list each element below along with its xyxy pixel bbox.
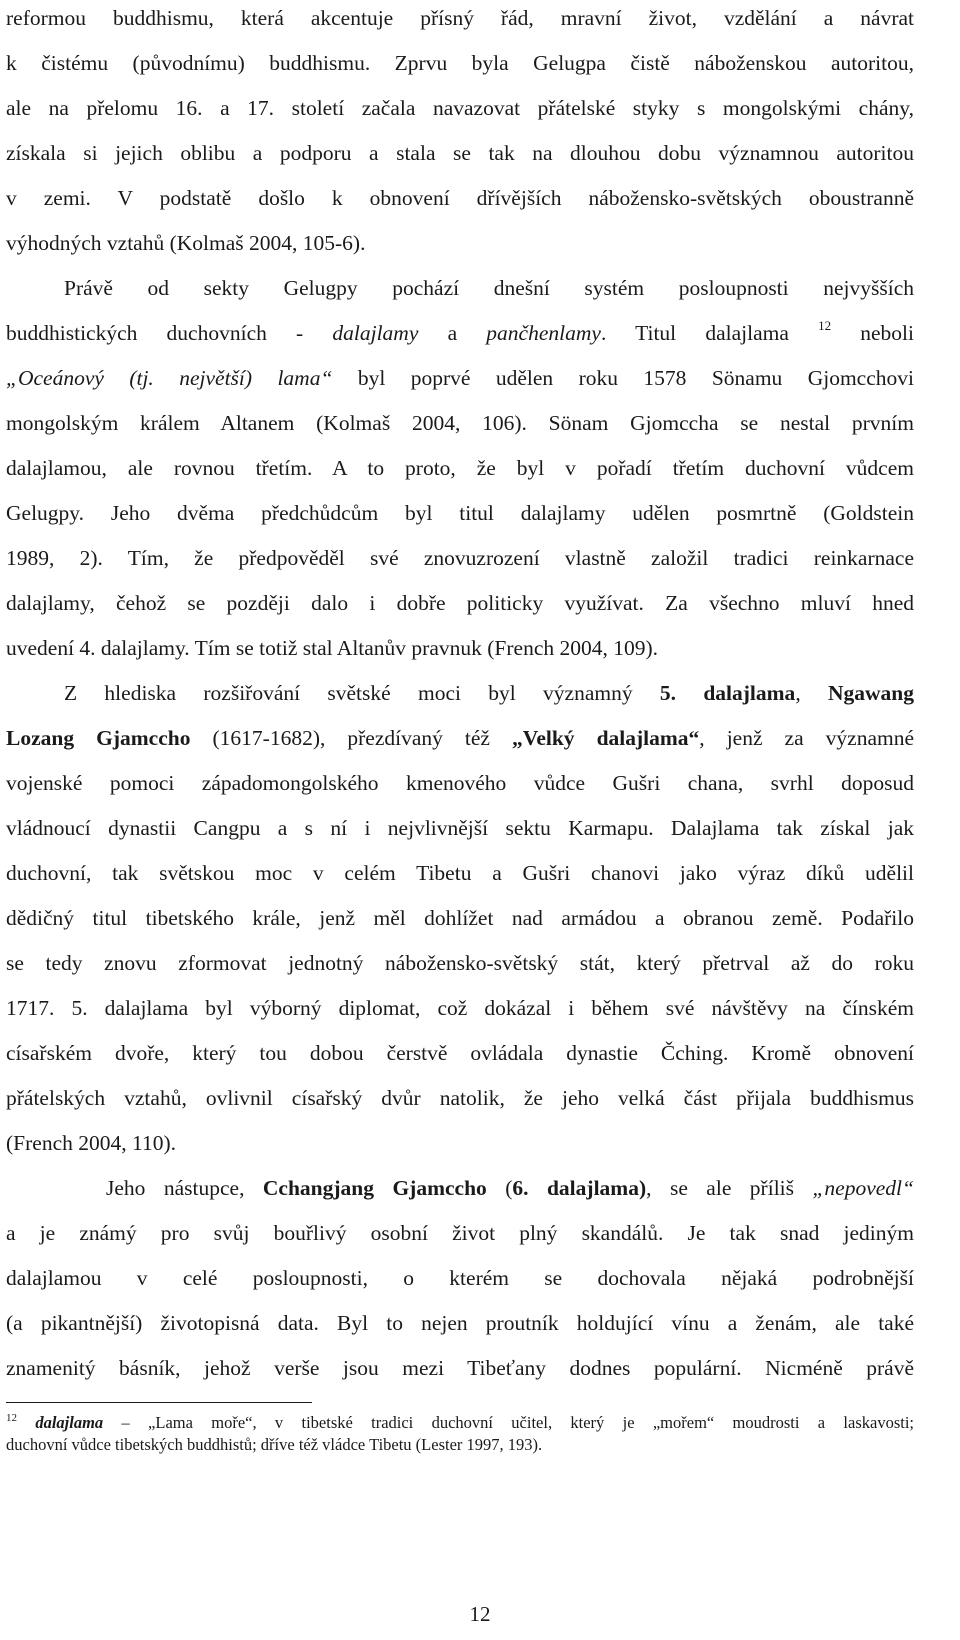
footnote-line: duchovní vůdce tibetských buddhistů; dříve též vládce Tibetu (Lester 1997, 193).: [6, 1435, 543, 1454]
text-line: ale na přelomu 16. a 17. století začala navazovat přátelské styky s mongolskými chány,: [6, 96, 914, 120]
text-line: (a pikantnější) životopisná data. Byl to nejen proutník holdující vínu a ženám, ale také: [6, 1311, 914, 1335]
page-body: [6, 0, 914, 1391]
text-line: duchovní, tak světskou moc v celém Tibetu a Gušri chanovi jako výraz díků udělil: [6, 861, 914, 885]
paragraph-2: [6, 266, 914, 671]
oceanic-lama-phrase: „Oceánový (tj. největší) lama“: [6, 366, 333, 390]
text-line: [6, 311, 914, 356]
text-line: mongolským králem Altanem (Kolmaš 2004, 106). Sönam Gjomccha se nestal prvním: [6, 411, 914, 435]
text-line: uvedení 4. dalajlamy. Tím se totiž stal Altanův pravnuk (French 2004, 109).: [6, 636, 659, 660]
footnote-12: [6, 1412, 914, 1456]
paragraph-3: [6, 671, 914, 1166]
text-line: dědičný titul tibetského krále, jenž měl dohlížet nad armádou a obranou země. Podařilo: [6, 906, 914, 930]
page-number: 12: [469, 1602, 491, 1626]
text-run: (1617-1682), přezdívaný též: [190, 726, 513, 750]
text-line: [6, 356, 914, 401]
footnote-line: [6, 1412, 914, 1434]
text-line: v zemi. V podstatě došlo k obnovení dřívějších nábožensko-světských oboustranně: [6, 186, 914, 210]
text-line: Gelugpy. Jeho dvěma předchůdcům byl titul dalajlamy udělen posmrtně (Goldstein: [6, 501, 914, 525]
text-line: vládnoucí dynastii Cangpu a s ní i nejvlivnější sektu Karmapu. Dalajlama tak získal jak: [6, 816, 914, 840]
text-run: a: [418, 321, 487, 345]
dalajlamy-term: dalajlamy: [332, 321, 419, 345]
text-line: [6, 671, 914, 716]
nepovedl-phrase: „nepovedl“: [812, 1176, 914, 1200]
text-line: získala si jejich oblibu a podporu a stala se tak na dlouhou dobu významnou autoritou: [6, 141, 914, 165]
text-line: (French 2004, 110).: [6, 1131, 176, 1155]
paragraph-1: [6, 0, 914, 266]
text-line: přátelských vztahů, ovlivnil císařský dvůr natolik, že jeho velká část přijala buddhismus: [6, 1086, 914, 1110]
text-run: Z hlediska rozšiřování světské moci byl významný: [64, 681, 660, 705]
text-line: [6, 716, 914, 761]
great-dalai-lama-term: „Velký dalajlama“: [512, 726, 700, 750]
text-line: a je známý pro svůj bouřlivý osobní život plný skandálů. Je tak snad jediným: [6, 1221, 914, 1245]
fifth-dalai-lama-term: 5. dalajlama: [659, 681, 796, 705]
text-line: vojenské pomoci západomongolského kmenového vůdce Gušri chana, svrhl doposud: [6, 771, 914, 795]
name-lozang-gjamccho: Lozang Gjamccho: [6, 726, 191, 750]
text-line: Právě od sekty Gelugpy pochází dnešní systém posloupnosti nejvyšších: [64, 276, 914, 300]
text-run: , se ale příliš: [646, 1176, 813, 1200]
text-run: buddhistických duchovních -: [6, 321, 333, 345]
text-run: Jeho nástupce,: [106, 1176, 263, 1200]
text-line: císařském dvoře, který tou dobou čerstvě ovládala dynastie Čching. Kromě obnovení: [6, 1041, 914, 1065]
text-run: . Titul dalajlama: [600, 321, 819, 345]
paragraph-4: [6, 1166, 914, 1391]
text-line: se tedy znovu zformovat jednotný nábožensko-světský stát, který přetrval až do roku: [6, 951, 914, 975]
text-run: ,: [795, 681, 828, 705]
text-line: znamenitý básník, jehož verše jsou mezi Tibeťany dodnes populární. Nicméně právě: [6, 1356, 914, 1380]
name-cchangjang-gjamccho: Cchangjang Gjamccho: [262, 1176, 487, 1200]
text-line: [6, 1166, 914, 1211]
footnote-number: 12: [6, 1412, 17, 1424]
text-line: výhodných vztahů (Kolmaš 2004, 105-6).: [6, 231, 366, 255]
text-line: dalajlamou v celé posloupnosti, o kterém se dochovala nějaká podrobnější: [6, 1266, 914, 1290]
text-line: dalajlamy, čehož se později dalo i dobře politicky využívat. Za všechno mluví hned: [6, 591, 914, 615]
text-line: reformou buddhismu, která akcentuje přísný řád, mravní život, vzdělání a návrat: [6, 6, 914, 30]
text-line: 1717. 5. dalajlama byl výborný diplomat, což dokázal i během své návštěvy na čínském: [6, 996, 914, 1020]
text-line: 1989, 2). Tím, že předpověděl své znovuzrození vlastně založil tradici reinkarnace: [6, 546, 914, 570]
name-ngawang: Ngawang: [827, 681, 914, 705]
text-run: neboli: [831, 321, 914, 345]
text-run: (: [486, 1176, 513, 1200]
panchenlamy-term: pančhenlamy: [486, 321, 601, 345]
text-run: – „Lama moře“, v tibetské tradici duchovní učitel, který je „mořem“ moudrosti a laskavosti;: [103, 1413, 914, 1432]
footnote-term: dalajlama: [35, 1413, 104, 1432]
footnote-reference[interactable]: 12: [818, 318, 832, 333]
text-run: , jenž za významné: [699, 726, 914, 750]
text-line: dalajlamou, ale rovnou třetím. A to proto, že byl v pořadí třetím duchovní vůdcem: [6, 456, 914, 480]
text-run: byl poprvé udělen roku 1578 Sönamu Gjomcchovi: [332, 366, 914, 390]
text-line: k čistému (původnímu) buddhismu. Zprvu byla Gelugpa čistě náboženskou autoritou,: [6, 51, 914, 75]
sixth-dalai-lama-term: 6. dalajlama): [512, 1176, 647, 1200]
footnote-separator: [6, 1402, 312, 1403]
